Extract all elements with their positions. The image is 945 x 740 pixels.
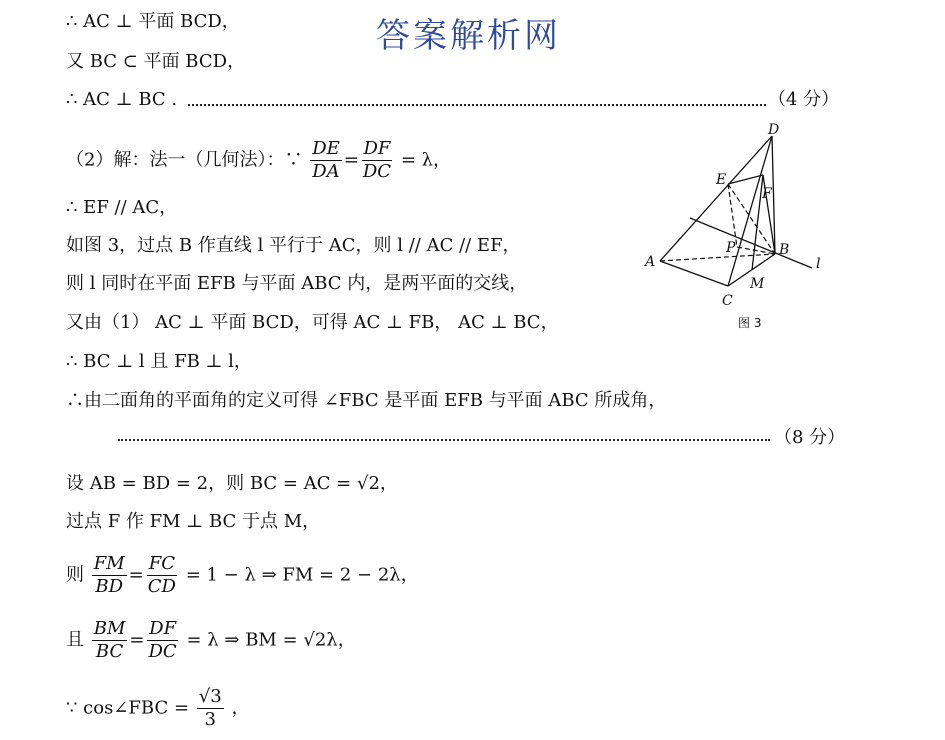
fraction-bm-bc [92, 618, 128, 663]
bm-suffix: = λ ⇒ BM = √2λ， [186, 629, 356, 651]
line-ef-parallel-ac: ∴ EF // AC， [66, 197, 178, 218]
dot-leader [188, 104, 766, 106]
bm-prefix: 且 [66, 629, 84, 651]
line-fm-ratio: 则 $\frac{FM}{BD}$ = $\frac{FC}{CD}$ = 1 − λ ⇒ FM = 2 − 2λ， [66, 553, 419, 597]
fraction-de-da [310, 138, 342, 183]
fraction-denominator: BC [95, 641, 124, 662]
geometry-figure-3 [640, 118, 830, 333]
cos-suffix: ， [231, 697, 250, 719]
line-dihedral-angle: ∴由二面角的平面角的定义可得 ∠FBC 是平面 EFB 与平面 ABC 所成角， [66, 390, 667, 411]
line-part2-ratio: （2）解：法一（几何法）：∵ $\frac{DE}{DA}$ = $\frac{DF}{DC}$ = λ， [66, 138, 452, 182]
cos-prefix: ∵ cos∠FBC = [66, 697, 190, 719]
label-c: C [722, 293, 733, 309]
label-l: l [816, 256, 821, 272]
fraction-denominator: DC [148, 641, 177, 662]
dot-leader [118, 439, 770, 441]
label-m: M [750, 276, 765, 292]
line-ac-perp-plane: ∴ AC ⊥ 平面 BCD， [66, 11, 240, 32]
fraction-denominator: DC [362, 161, 392, 182]
edge-ac [660, 261, 728, 286]
label-a: A [645, 254, 656, 270]
edge-ep-hidden [728, 184, 737, 247]
fraction-numerator: BM [93, 618, 126, 639]
label-d: D [768, 122, 780, 138]
line-from-part1: 又由（1） AC ⊥ 平面 BCD，可得 AC ⊥ FB， AC ⊥ BC， [66, 312, 559, 333]
fraction-numerator: FC [148, 553, 175, 574]
fm-prefix: 则 [66, 564, 84, 586]
edge-ab-hidden [660, 254, 775, 261]
line-construct-fm: 过点 F 作 FM ⊥ BC 于点 M， [66, 511, 321, 532]
score-4: （4 分） [768, 89, 840, 110]
fraction-numerator: DE [312, 138, 340, 159]
line-set-lengths: 设 AB = BD = 2，则 BC = AC = √2， [66, 473, 398, 494]
fraction-denominator: CD [147, 576, 176, 597]
fraction-denominator: 3 [204, 709, 216, 730]
line-bc-subset-plane: 又 BC ⊂ 平面 BCD， [66, 51, 246, 72]
fraction-numerator: FM [93, 553, 125, 574]
part2-suffix: = λ， [400, 149, 452, 171]
watermark: 答案解析网 [376, 16, 561, 56]
score-8: （8 分） [774, 427, 846, 448]
fraction-numerator: √3 [198, 686, 222, 707]
line-intersection-line: 则 l 同时在平面 EFB 与平面 ABC 内，是两平面的交线， [66, 273, 528, 294]
figure-caption: 图 3 [738, 316, 762, 330]
line-bm-ratio: 且 $\frac{BM}{BC}$ = $\frac{DF}{DC}$ = λ ⇒ BM = √2λ， [66, 618, 356, 662]
line-bc-perp-l: ∴ BC ⊥ l 且 FB ⊥ l， [66, 351, 252, 372]
line-ac-perp-bc: ∴ AC ⊥ BC . [66, 89, 178, 110]
fraction-df-dc-2 [147, 618, 179, 663]
part2-prefix: （2）解：法一（几何法）：∵ [66, 149, 303, 171]
line-l [690, 218, 812, 268]
fraction-fc-cd [146, 553, 178, 598]
line-cos-fbc [66, 686, 249, 731]
fm-suffix: = 1 − λ ⇒ FM = 2 − 2λ， [185, 564, 419, 586]
fraction-denominator: BD [95, 576, 124, 597]
fraction-fm-bd [92, 553, 127, 598]
fraction-df-dc [361, 138, 393, 183]
fraction-denominator: DA [312, 161, 340, 182]
label-f: F [762, 186, 772, 202]
label-p: P [726, 240, 736, 256]
edge-cd [728, 136, 772, 286]
fraction-numerator: DF [149, 618, 177, 639]
fraction-sqrt3-3 [197, 686, 224, 731]
fraction-numerator: DF [363, 138, 391, 159]
line-figure3-construct: 如图 3，过点 B 作直线 l 平行于 AC，则 l // AC // EF， [66, 235, 521, 256]
label-b: B [779, 242, 790, 258]
label-e: E [716, 172, 727, 188]
